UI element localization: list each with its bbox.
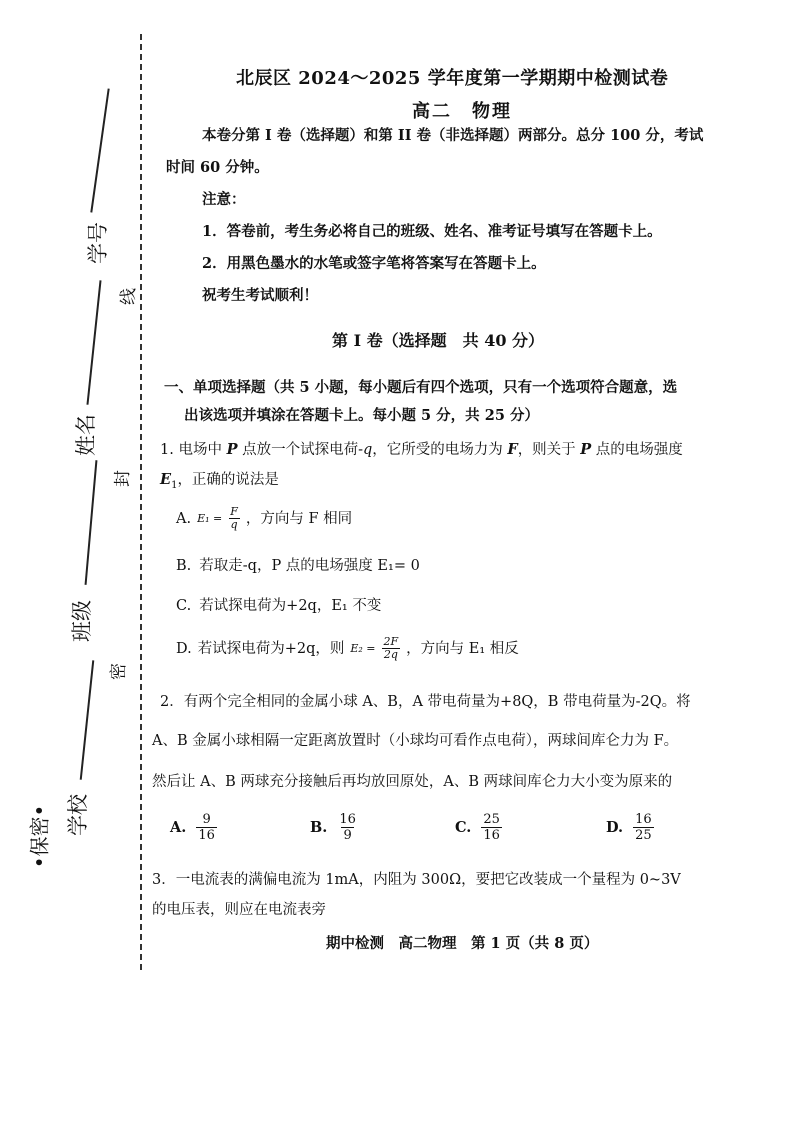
class-label: 班级 — [70, 600, 94, 642]
student-id-fill-line — [90, 89, 109, 213]
section1-instructions-line-2: 出该选项并填涂在答题卡上。每小题 5 分，共 25 分） — [184, 407, 539, 424]
q1-stem-line-1: 1. 电场中 P 点放一个试探电荷-q，它所受的电场力为 F，则关于 P 点的电场强度 — [160, 441, 683, 458]
school-fill-line — [80, 660, 94, 779]
q2-option-a-fraction: $\frac{9}{16}$ — [198, 812, 215, 843]
q2-stem-line-1: 2．有两个完全相同的金属小球 A、B，A 带电荷量为+8Q，B 带电荷量为-2Q。将 — [160, 694, 691, 710]
q2-option-c: C. $\frac{25}{16}$ — [455, 812, 500, 843]
school-label: 学校 — [66, 794, 90, 836]
q1-option-a: A. E₁ = $\frac{F}{q}$ ，方向与 F 相同 — [176, 505, 353, 531]
q1-option-a-fraction: $\frac{F}{q}$ — [230, 505, 238, 531]
q1-option-d-fraction: $\frac{2F}{2q}$ — [383, 635, 399, 661]
class-fill-line — [85, 460, 97, 585]
student-id-label: 学号 — [86, 222, 110, 264]
confidential-label: •保密• — [27, 804, 52, 869]
good-luck-text: 祝考生考试顺利！ — [202, 287, 318, 304]
part1-heading: 第 I 卷（选择题 共 40 分） — [332, 331, 545, 350]
seal-char-secret: 密 — [109, 663, 129, 680]
notice-item-1: 1．答卷前，考生务必将自己的班级、姓名、准考证号填写在答题卡上。 — [202, 223, 662, 240]
exam-subtitle: 高二 物理 — [412, 101, 512, 122]
notice-item-2: 2．用黑色墨水的水笔或签字笔将答案写在答题卡上。 — [202, 255, 546, 272]
q2-option-c-fraction: $\frac{25}{16}$ — [483, 812, 500, 843]
q3-stem-line-1: 3．一电流表的满偏电流为 1mA，内阻为 300Ω，要把它改装成一个量程为 0~3V — [152, 872, 681, 888]
seal-char-seal: 封 — [113, 470, 133, 487]
q2-option-b-fraction: $\frac{16}{9}$ — [339, 812, 356, 843]
q1-option-b: B. 若取走-q，P 点的电场强度 E₁= 0 — [176, 558, 420, 574]
intro-line-1: 本卷分第 I 卷（选择题）和第 II 卷（非选择题）两部分。总分 100 分，考试 — [202, 127, 704, 144]
q1-option-c: C. 若试探电荷为+2q，E₁ 不变 — [176, 598, 382, 614]
exam-title: 北辰区 2024～2025 学年度第一学期期中检测试卷 — [236, 68, 669, 89]
q2-option-d-fraction: $\frac{16}{25}$ — [635, 812, 652, 843]
q2-option-a: A. $\frac{9}{16}$ — [170, 812, 215, 843]
q2-option-d: D. $\frac{16}{25}$ — [606, 812, 652, 843]
q1-stem-line-2: $E_1$，正确的说法是 — [160, 471, 279, 491]
name-label: 姓名 — [74, 414, 98, 456]
q3-stem-line-2: 的电压表，则应在电流表旁 — [152, 902, 326, 918]
section1-instructions-line-1: 一、单项选择题（共 5 小题，每小题后有四个选项，只有一个选项符合题意，选 — [164, 379, 678, 396]
notice-title: 注意： — [202, 191, 246, 208]
page-footer: 期中检测 高二物理 第 1 页（共 8 页） — [326, 935, 599, 952]
q2-stem-line-2: A、B 金属小球相隔一定距离放置时（小球均可看作点电荷），两球间库仑力为 F。 — [152, 733, 679, 749]
q2-option-b: B. $\frac{16}{9}$ — [310, 812, 356, 843]
q2-stem-line-3: 然后让 A、B 两球充分接触后再均放回原处，A、B 两球间库仑力大小变为原来的 — [152, 774, 673, 790]
intro-line-2: 时间 60 分钟。 — [166, 159, 269, 176]
q1-option-d: D. 若试探电荷为+2q，则 E₂ = $\frac{2F}{2q}$ ，方向与 E₁ 相反 — [176, 635, 519, 661]
seal-dashed-line — [140, 34, 142, 970]
seal-char-line: 线 — [119, 288, 139, 305]
name-fill-line — [86, 280, 101, 404]
